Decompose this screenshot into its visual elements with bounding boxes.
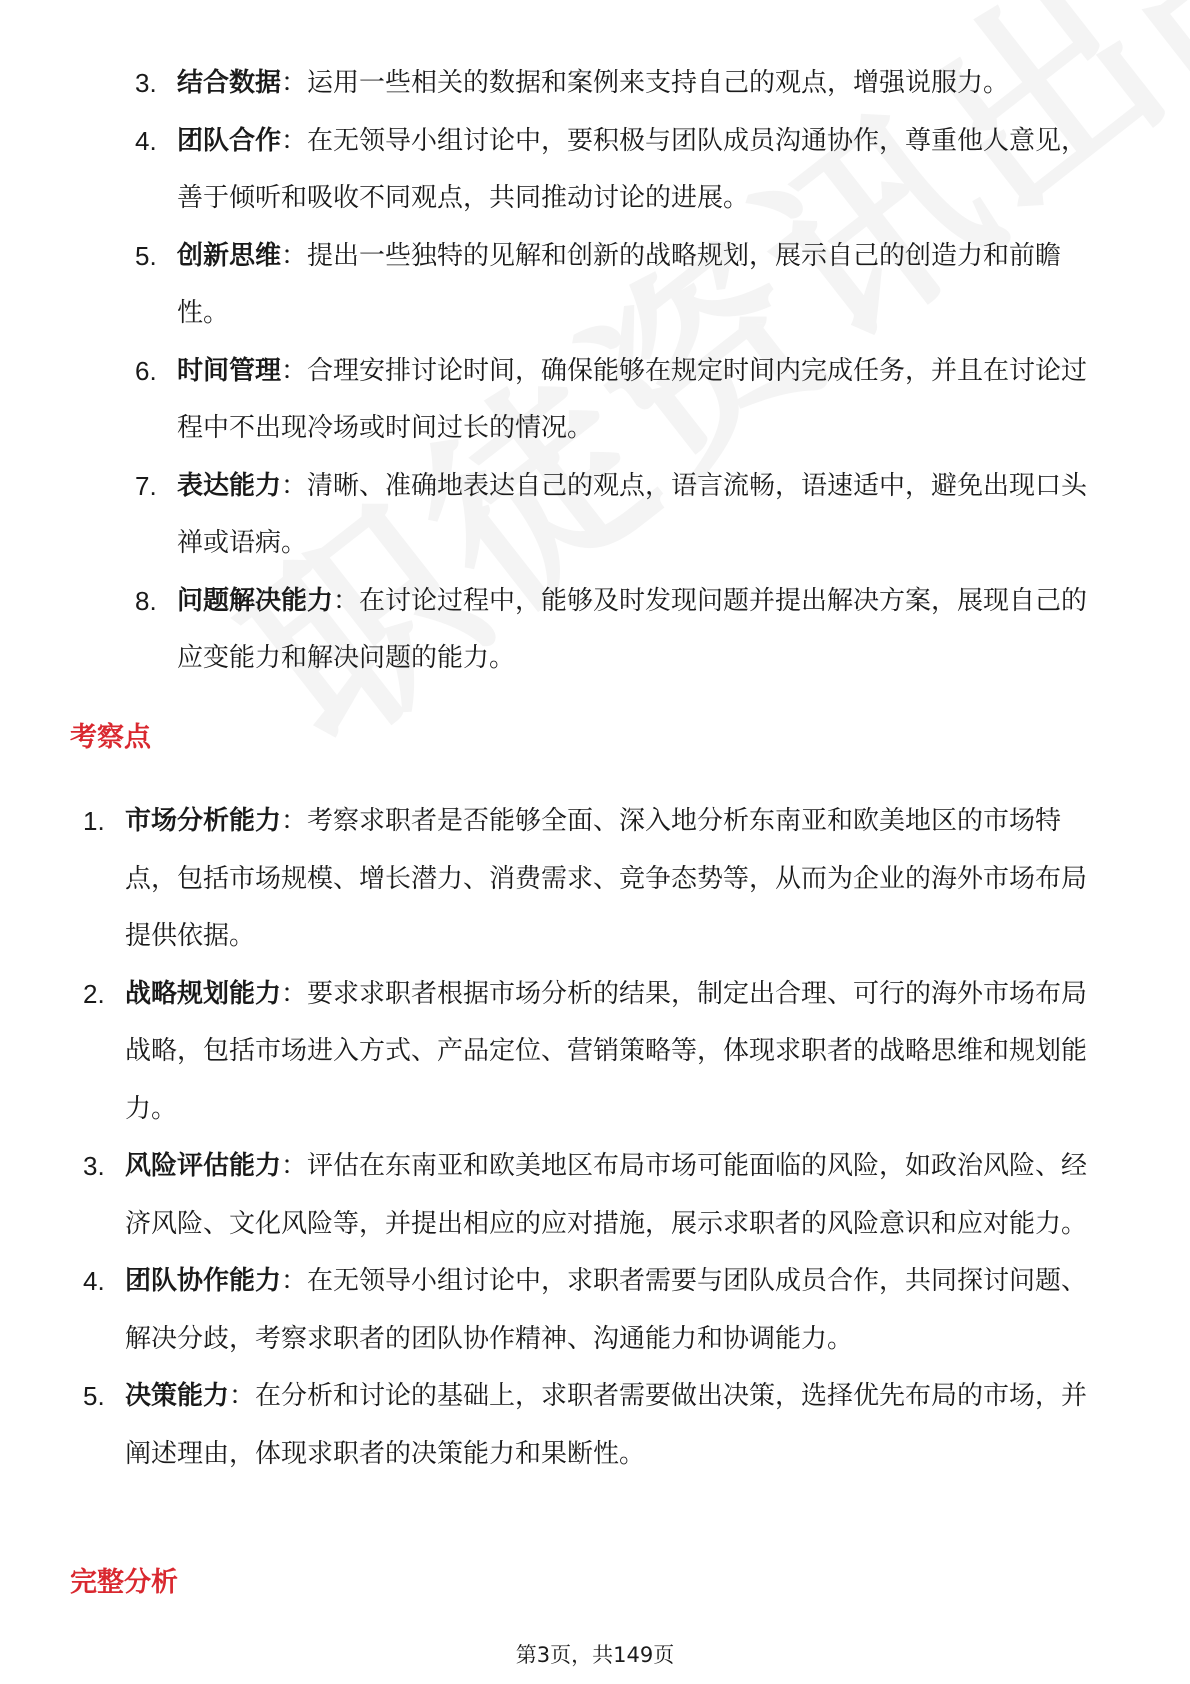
section-heading-examine: 考察点 bbox=[70, 722, 151, 753]
list-item bbox=[135, 55, 1110, 113]
list-item bbox=[83, 966, 1110, 1139]
item-term: 时间管理 bbox=[177, 355, 282, 386]
item-term: 表达能力 bbox=[177, 470, 282, 501]
list-item bbox=[135, 573, 1110, 688]
item-text: ：在讨论过程中，能够及时发现问题并提出解决方案，展现自己的应变能力和解决问题的能力。 bbox=[177, 585, 1088, 673]
item-number: 5. bbox=[135, 240, 157, 271]
item-term: 结合数据 bbox=[177, 68, 282, 98]
tips-list bbox=[135, 55, 1110, 688]
item-term: 市场分析能力 bbox=[125, 806, 282, 836]
item-number: 5. bbox=[83, 1381, 105, 1411]
item-text: ：考察求职者是否能够全面、深入地分析东南亚和欧美地区的市场特点，包括市场规模、增长潜力、消费需求、竞争态势等，从而为企业的海外市场布局提供依据。 bbox=[125, 806, 1088, 951]
item-number: 2. bbox=[83, 978, 105, 1009]
item-number: 4. bbox=[83, 1266, 105, 1296]
item-number: 7. bbox=[135, 470, 157, 501]
page-number: 第3页，共149页 bbox=[515, 1643, 675, 1667]
list-item bbox=[135, 113, 1110, 228]
item-text: ：要求求职者根据市场分析的结果，制定出合理、可行的海外市场布局战略，包括市场进入方式、产品定位、营销策略等，体现求职者的战略思维和规划能力。 bbox=[125, 978, 1088, 1124]
list-item bbox=[83, 1368, 1110, 1483]
list-item bbox=[135, 343, 1110, 458]
list-item bbox=[135, 228, 1110, 343]
item-number: 4. bbox=[135, 125, 157, 156]
item-term: 团队合作 bbox=[177, 125, 282, 156]
item-text: ：在无领导小组讨论中，要积极与团队成员沟通协作，尊重他人意见，善于倾听和吸收不同观点，共同推动讨论的进展。 bbox=[177, 125, 1088, 213]
item-term: 战略规划能力 bbox=[125, 978, 282, 1009]
item-text: ：评估在东南亚和欧美地区布局市场可能面临的风险，如政治风险、经济风险、文化风险等，并提出相应的应对措施，展示求职者的风险意识和应对能力。 bbox=[125, 1151, 1088, 1239]
item-term: 创新思维 bbox=[177, 240, 282, 271]
item-number: 8. bbox=[135, 585, 157, 616]
item-text: ：在无领导小组讨论中，求职者需要与团队成员合作，共同探讨问题、解决分歧，考察求职者的团队协作精神、沟通能力和协调能力。 bbox=[125, 1266, 1088, 1354]
item-number: 6. bbox=[135, 355, 157, 386]
examine-list bbox=[83, 793, 1110, 1483]
section-heading-full-analysis: 完整分析 bbox=[70, 1567, 178, 1598]
list-item bbox=[83, 1138, 1110, 1253]
item-text: ：运用一些相关的数据和案例来支持自己的观点，增强说服力。 bbox=[281, 68, 1010, 98]
item-text: ：提出一些独特的见解和创新的战略规划，展示自己的创造力和前瞻性。 bbox=[177, 240, 1062, 328]
item-term: 决策能力 bbox=[125, 1381, 230, 1411]
item-number: 3. bbox=[83, 1151, 105, 1181]
item-text: ：清晰、准确地表达自己的观点，语言流畅，语速适中，避免出现口头禅或语病。 bbox=[177, 470, 1088, 558]
item-term: 团队协作能力 bbox=[125, 1266, 282, 1296]
item-text: ：在分析和讨论的基础上，求职者需要做出决策，选择优先布局的市场，并阐述理由，体现求职者的决策能力和果断性。 bbox=[125, 1381, 1088, 1469]
list-item bbox=[83, 793, 1110, 966]
list-item bbox=[135, 458, 1110, 573]
list-item bbox=[83, 1253, 1110, 1368]
item-number: 3. bbox=[135, 68, 157, 98]
item-term: 问题解决能力 bbox=[177, 585, 334, 616]
item-text: ：合理安排讨论时间，确保能够在规定时间内完成任务，并且在讨论过程中不出现冷场或时间过长的情况。 bbox=[177, 355, 1088, 443]
item-number: 1. bbox=[83, 806, 105, 836]
item-term: 风险评估能力 bbox=[125, 1151, 282, 1181]
